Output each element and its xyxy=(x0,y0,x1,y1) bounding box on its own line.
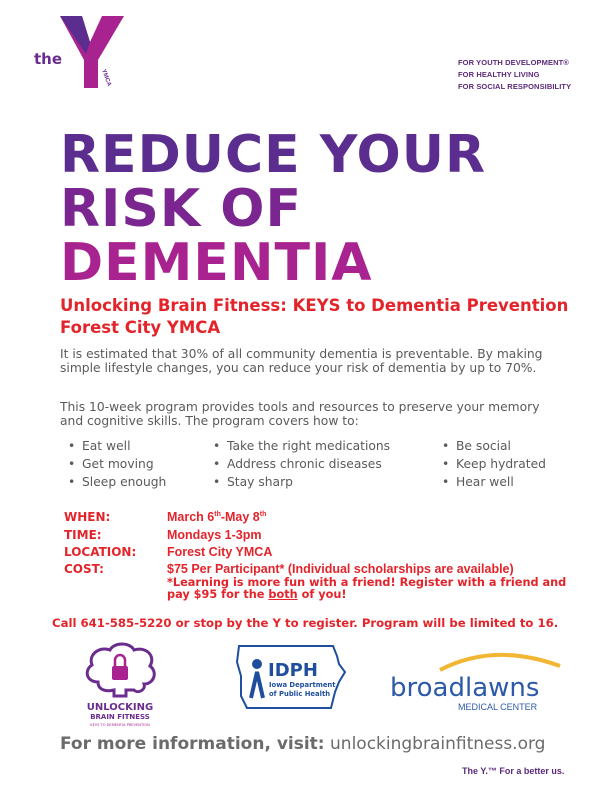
when-start: March 6 xyxy=(167,510,215,524)
tagline-social: FOR SOCIAL RESPONSIBILITY xyxy=(458,82,572,91)
y-shape-left xyxy=(60,16,90,54)
lock-icon xyxy=(112,666,128,680)
when-start-sup: th xyxy=(214,510,221,518)
bullet-item: • Stay sharp xyxy=(227,475,293,489)
tagline-healthy: FOR HEALTHY LIVING xyxy=(458,70,540,79)
logo-ymca-text: YMCA xyxy=(100,68,112,88)
title-line-3: DEMENTIA xyxy=(60,233,373,293)
cost-note-c: of you! xyxy=(297,587,347,601)
idph-logo xyxy=(235,642,347,714)
cost-note-a: *Learning is more fun with a friend! Register with a friend and pay $95 for the xyxy=(167,576,567,601)
cost-value: $75 Per Participant* (Individual scholarships are available) xyxy=(167,562,514,576)
ymca-logo xyxy=(28,14,138,94)
more-info-label: For more information, visit: xyxy=(60,734,325,754)
more-info-url[interactable]: unlockingbrainfitness.org xyxy=(330,734,546,754)
call-to-action: Call 641-585-5220 or stop by the Y to register. Program will be limited to 16. xyxy=(52,616,559,630)
idph-sub1: Iowa Department xyxy=(269,681,336,689)
more-info-line xyxy=(60,734,545,754)
ubf-line3: KEYS TO DEMENTIA PREVENTION xyxy=(90,723,150,727)
bullet-item: • Be social xyxy=(456,439,511,453)
location-label: LOCATION: xyxy=(64,545,137,559)
idph-sub2: of Public Health xyxy=(269,690,331,698)
cost-note xyxy=(167,577,567,600)
broadlawns-name: broadlawns xyxy=(390,673,540,703)
when-end: -May 8 xyxy=(220,510,260,524)
bullet-item: • Get moving xyxy=(82,457,154,471)
location-value: Forest City YMCA xyxy=(167,545,273,559)
bullet-item: • Take the right medications xyxy=(227,439,390,453)
lock-shackle xyxy=(115,655,125,666)
title-line-2: RISK OF xyxy=(60,179,302,239)
title-line-1: REDUCE YOUR xyxy=(60,125,487,185)
unlocking-brain-fitness-logo xyxy=(60,638,180,728)
when-label: WHEN: xyxy=(64,510,111,524)
program-paragraph: This 10-week program provides tools and resources to preserve your memory and cognitive skills. The program covers how to: xyxy=(60,400,540,429)
bullet-item: • Keep hydrated xyxy=(456,457,546,471)
program-title: Unlocking Brain Fitness: KEYS to Dementia Prevention xyxy=(60,296,569,315)
figure-head-icon xyxy=(252,659,262,669)
figure-body-icon xyxy=(251,672,263,698)
footer-tagline: The Y.™ For a better us. xyxy=(462,766,565,776)
bullet-item: • Sleep enough xyxy=(82,475,166,489)
broadlawns-sub: MEDICAL CENTER xyxy=(458,702,538,712)
when-value xyxy=(167,510,266,524)
cost-label: COST: xyxy=(64,562,104,576)
bullet-item: • Hear well xyxy=(456,475,514,489)
time-label: TIME: xyxy=(64,528,102,542)
idph-title: IDPH xyxy=(268,660,318,681)
bullet-item: • Address chronic diseases xyxy=(227,457,382,471)
time-value: Mondays 1-3pm xyxy=(167,528,262,542)
program-location: Forest City YMCA xyxy=(60,318,221,337)
intro-paragraph: It is estimated that 30% of all community dementia is preventable. By making simple lifestyle changes, you can reduce your risk of dementia by up to 70%. xyxy=(60,347,543,376)
ubf-line2: BRAIN FITNESS xyxy=(90,713,150,721)
bullet-item: • Eat well xyxy=(82,439,131,453)
ubf-line1: UNLOCKING xyxy=(86,702,154,713)
logo-the-text: the xyxy=(34,50,63,68)
cost-note-both: both xyxy=(268,587,298,601)
roof-arc-icon xyxy=(440,655,560,670)
tagline-youth: FOR YOUTH DEVELOPMENT® xyxy=(458,58,569,67)
broadlawns-logo xyxy=(390,650,570,720)
when-end-sup: th xyxy=(259,510,267,518)
